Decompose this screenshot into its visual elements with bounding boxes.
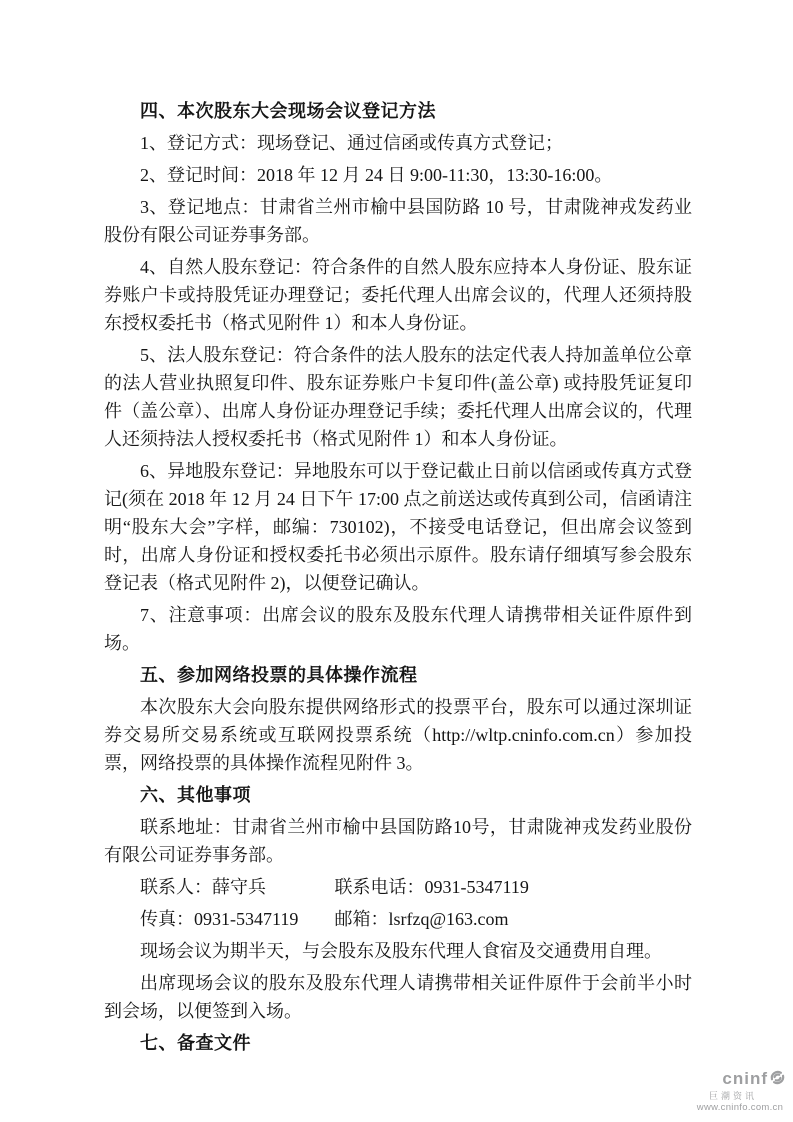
paragraph-registration-time: 2、登记时间：2018 年 12 月 24 日 9:00-11:30，13:30-16:00。 — [140, 165, 613, 185]
section-heading-7: 七、备查文件 — [140, 1033, 251, 1053]
paragraph-notes: 7、注意事项：出席会议的股东及股东代理人请携带相关证件原件到场。 — [104, 605, 692, 653]
section-heading-6: 六、其他事项 — [140, 785, 251, 805]
cninfo-logo-chinese-name: 巨潮资讯 — [708, 1090, 757, 1101]
paragraph-registration-place: 3、登记地点：甘肃省兰州市榆中县国防路 10 号，甘肃陇神戎发药业股份有限公司证券事务部。 — [104, 197, 692, 245]
contact-fax: 传真：0931-5347119 — [140, 909, 299, 929]
paragraph-remote-shareholder-registration: 6、异地股东登记：异地股东可以于登记截止日前以信函或传真方式登记(须在 2018 年 12 月 24 日下午 17:00 点之前送达或传真到公司，信函请注明“股东大会”字样，邮编：730102)，不接受电话登记，但出席会议签到时，出席人身份证和授权委托书必须出示原件。股东请仔细填写参会股东登记表（格式见附件 2)，以便登记确认。 — [104, 461, 692, 593]
section-heading-4: 四、本次股东大会现场会议登记方法 — [140, 101, 436, 121]
section-heading-5: 五、参加网络投票的具体操作流程 — [140, 665, 418, 685]
paragraph-contact-address: 联系地址：甘肃省兰州市榆中县国防路10号，甘肃陇神戎发药业股份有限公司证券事务部。 — [104, 817, 692, 865]
contact-row-person-phone — [104, 873, 692, 901]
contact-row-fax-email — [104, 905, 692, 933]
contact-person: 联系人：薛守兵 — [140, 877, 266, 897]
cninfo-logo-text: cninf — [722, 1069, 768, 1089]
cninfo-swirl-icon — [769, 1069, 786, 1091]
paragraph-registration-method: 1、登记方式：现场登记、通过信函或传真方式登记； — [140, 133, 563, 153]
paragraph-online-voting: 本次股东大会向股东提供网络形式的投票平台，股东可以通过深圳证券交易所交易系统或互联网投票系统（http://wltp.cninfo.com.cn）参加投票，网络投票的具体操作流程见附件 3。 — [104, 697, 692, 773]
paragraph-meeting-duration: 现场会议为期半天，与会股东及股东代理人食宿及交通费用自理。 — [140, 941, 662, 961]
paragraph-natural-person-registration: 4、自然人股东登记：符合条件的自然人股东应持本人身份证、股东证券账户卡或持股凭证办理登记；委托代理人出席会议的，代理人还须持股东授权委托书（格式见附件 1）和本人身份证。 — [104, 257, 692, 333]
contact-email: 邮箱：lsrfzq@163.com — [334, 909, 509, 929]
paragraph-arrival-notice: 出席现场会议的股东及股东代理人请携带相关证件原件于会前半小时到会场，以便签到入场。 — [104, 973, 692, 1021]
paragraph-legal-person-registration: 5、法人股东登记：符合条件的法人股东的法定代表人持加盖单位公章的法人营业执照复印件、股东证券账户卡复印件(盖公章) 或持股凭证复印件（盖公章）、出席人身份证办理登记手续；委托代理人出席会议的，代理人还须持法人授权委托书（格式见附件 1）和本人身份证。 — [104, 345, 692, 449]
cninfo-logo-url: www.cninfo.com.cn — [696, 1101, 784, 1113]
document-body — [104, 97, 692, 1061]
cninfo-logo-wordmark — [692, 1069, 788, 1091]
contact-phone: 联系电话：0931-5347119 — [334, 877, 529, 897]
cninfo-logo — [692, 1069, 788, 1113]
